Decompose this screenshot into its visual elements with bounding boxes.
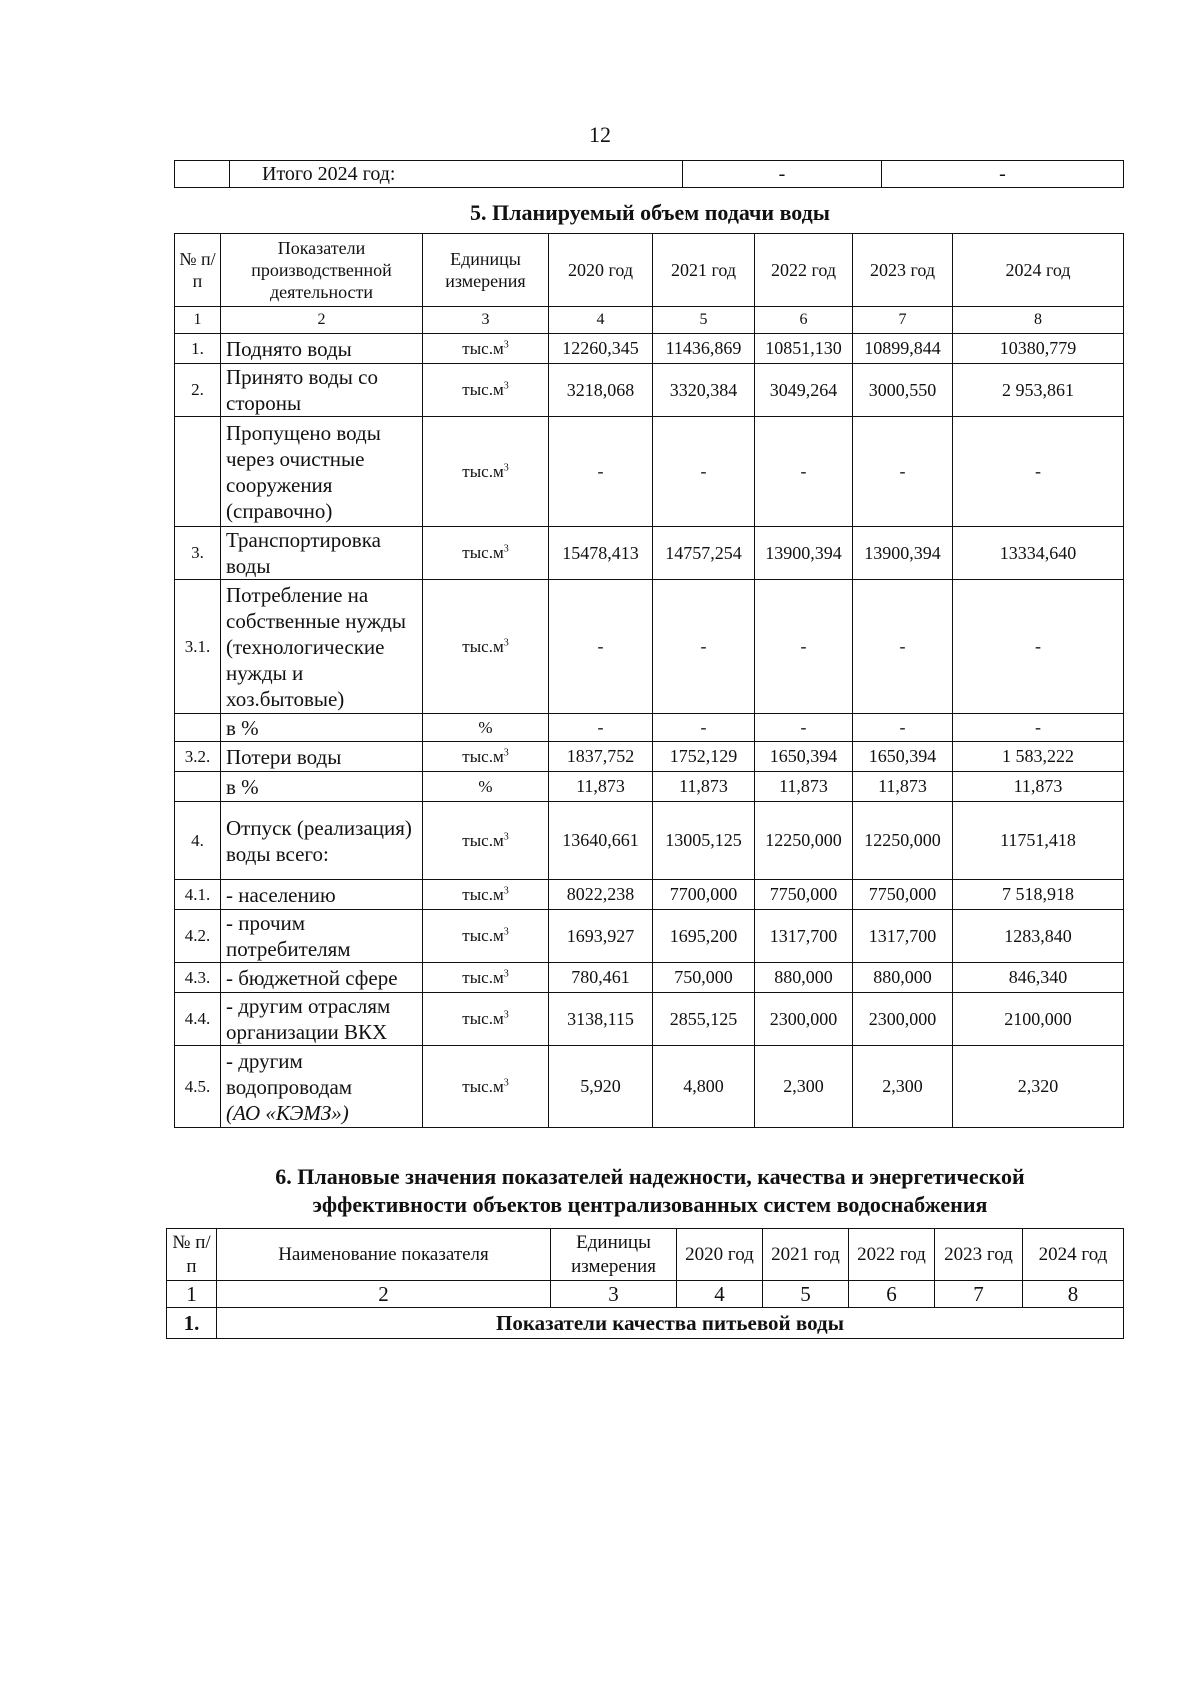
indicator-name — [221, 527, 423, 580]
value-cell: 13005,125 — [653, 802, 755, 880]
value-cell: 846,340 — [953, 963, 1124, 993]
column-number: 6 — [849, 1281, 935, 1308]
header-name: Наименование показателя — [217, 1229, 551, 1281]
value-cell: 750,000 — [653, 963, 755, 993]
column-number: 4 — [677, 1281, 763, 1308]
header-unit: Единицы измерения — [551, 1229, 677, 1281]
unit-cell — [423, 1046, 549, 1128]
header-2021: 2021 год — [763, 1229, 849, 1281]
unit-cell — [423, 364, 549, 417]
value-cell: 11,873 — [549, 772, 653, 802]
row-number: 4.2. — [175, 910, 221, 963]
value-cell: 4,800 — [653, 1046, 755, 1128]
header-2023: 2023 год — [935, 1229, 1023, 1281]
value-cell: - — [549, 417, 653, 527]
value-cell: - — [755, 714, 853, 742]
value-cell: - — [953, 417, 1124, 527]
value-cell: 1752,129 — [653, 742, 755, 772]
indicator-label: - населению — [226, 882, 336, 907]
unit-cell — [423, 580, 549, 714]
column-number: 7 — [853, 307, 953, 334]
section6-title-line1: 6. Плановые значения показателей надежности, качества и энергетической — [275, 1164, 1025, 1189]
indicator-name — [221, 417, 423, 527]
table-row — [175, 580, 1124, 714]
value-cell: 5,920 — [549, 1046, 653, 1128]
value-cell: 11436,869 — [653, 334, 755, 364]
table-row — [175, 417, 1124, 527]
row-number — [175, 417, 221, 527]
indicator-name — [221, 880, 423, 910]
table-row — [175, 963, 1124, 993]
indicator-name — [221, 772, 423, 802]
value-cell: 2300,000 — [755, 993, 853, 1046]
value-cell: - — [953, 714, 1124, 742]
value-cell: 1650,394 — [853, 742, 953, 772]
row-number: 4.3. — [175, 963, 221, 993]
indicator-name — [221, 714, 423, 742]
indicator-label: Потребление на собственные нужды (технологические нужды и хоз.бытовые) — [226, 582, 407, 711]
unit-cell — [423, 993, 549, 1046]
row-number: 1. — [167, 1308, 217, 1339]
value-cell: 7750,000 — [853, 880, 953, 910]
unit-superscript: 3 — [503, 830, 509, 842]
indicator-name — [221, 802, 423, 880]
header-num: № п/п — [175, 234, 221, 307]
value-cell: 7750,000 — [755, 880, 853, 910]
row-number: 3.1. — [175, 580, 221, 714]
unit-label: тыс.м — [462, 967, 504, 987]
header-2024: 2024 год — [953, 234, 1124, 307]
indicator-label: Потери воды — [226, 744, 342, 769]
unit-label: тыс.м — [462, 830, 504, 850]
indicator-label: - другим отраслям организации ВКХ — [226, 994, 391, 1044]
value-cell: - — [549, 580, 653, 714]
unit-superscript: 3 — [503, 1076, 509, 1088]
value-cell: 2,300 — [853, 1046, 953, 1128]
indicator-label: - бюджетной сфере — [226, 965, 398, 990]
indicator-name — [221, 742, 423, 772]
value-cell: 11,873 — [653, 772, 755, 802]
value-cell: - — [653, 417, 755, 527]
unit-cell — [423, 714, 549, 742]
value-cell: 3320,384 — [653, 364, 755, 417]
column-numbers-row — [167, 1281, 1124, 1308]
row-number: 1. — [175, 334, 221, 364]
unit-superscript: 3 — [503, 543, 509, 555]
value-cell: 780,461 — [549, 963, 653, 993]
row-number — [175, 772, 221, 802]
row-number: 4.5. — [175, 1046, 221, 1128]
value-cell: - — [853, 714, 953, 742]
value-cell: 2855,125 — [653, 993, 755, 1046]
value-cell: 11,873 — [953, 772, 1124, 802]
value-cell: 1693,927 — [549, 910, 653, 963]
unit-superscript: 3 — [503, 1009, 509, 1021]
value-cell: - — [953, 580, 1124, 714]
value-cell: - — [653, 714, 755, 742]
value-cell: 1317,700 — [755, 910, 853, 963]
table-row — [167, 1308, 1124, 1339]
indicator-name — [221, 364, 423, 417]
indicator-note: (АО «КЭМЗ») — [226, 1100, 349, 1125]
header-2022: 2022 год — [849, 1229, 935, 1281]
unit-cell — [423, 527, 549, 580]
column-number: 8 — [953, 307, 1124, 334]
table-row — [175, 993, 1124, 1046]
unit-cell — [423, 417, 549, 527]
value-cell: 12260,345 — [549, 334, 653, 364]
indicator-label: Принято воды со стороны — [226, 365, 378, 415]
total-label: Итого 2024 год: — [230, 161, 683, 188]
unit-label: тыс.м — [462, 1076, 504, 1096]
unit-superscript: 3 — [503, 926, 509, 938]
table-row — [175, 772, 1124, 802]
indicator-label: - прочим потребителям — [226, 911, 351, 961]
header-2022: 2022 год — [755, 234, 853, 307]
column-numbers-row — [175, 307, 1124, 334]
header-2020: 2020 год — [549, 234, 653, 307]
total-value-1: - — [683, 161, 882, 188]
section5-title: 5. Планируемый объем подачи воды — [470, 200, 830, 225]
header-2020: 2020 год — [677, 1229, 763, 1281]
column-number: 2 — [221, 307, 423, 334]
section6-title — [0, 1163, 1200, 1219]
value-cell: 13334,640 — [953, 527, 1124, 580]
row-number: 3. — [175, 527, 221, 580]
column-number: 8 — [1023, 1281, 1124, 1308]
value-cell: 2100,000 — [953, 993, 1124, 1046]
header-2021: 2021 год — [653, 234, 755, 307]
column-number: 5 — [763, 1281, 849, 1308]
value-cell: 1283,840 — [953, 910, 1124, 963]
value-cell: 2,320 — [953, 1046, 1124, 1128]
header-indicator: Показатели производственной деятельности — [221, 234, 423, 307]
unit-cell — [423, 334, 549, 364]
header-row — [167, 1229, 1124, 1281]
value-cell: 1 583,222 — [953, 742, 1124, 772]
table-row — [175, 802, 1124, 880]
unit-superscript: 3 — [503, 636, 509, 648]
unit-superscript: 3 — [503, 380, 509, 392]
column-number: 4 — [549, 307, 653, 334]
unit-cell — [423, 910, 549, 963]
value-cell: 1317,700 — [853, 910, 953, 963]
unit-label: тыс.м — [462, 338, 504, 358]
value-cell: 11751,418 — [953, 802, 1124, 880]
unit-cell — [423, 963, 549, 993]
unit-superscript: 3 — [503, 746, 509, 758]
unit-cell — [423, 742, 549, 772]
value-cell: 1837,752 — [549, 742, 653, 772]
row-number: 3.2. — [175, 742, 221, 772]
table-row — [175, 714, 1124, 742]
indicator-label: Транспортировка воды — [226, 528, 381, 578]
value-cell: 7 518,918 — [953, 880, 1124, 910]
indicator-label: - другим водопроводам — [226, 1048, 353, 1099]
unit-label: % — [478, 776, 493, 796]
value-cell: 12250,000 — [853, 802, 953, 880]
totals-fragment-table — [174, 160, 1124, 188]
value-cell: 15478,413 — [549, 527, 653, 580]
indicator-name — [221, 993, 423, 1046]
value-cell: 12250,000 — [755, 802, 853, 880]
column-number: 7 — [935, 1281, 1023, 1308]
indicator-name — [221, 334, 423, 364]
column-number: 1 — [175, 307, 221, 334]
value-cell: 880,000 — [755, 963, 853, 993]
row-group-label: Показатели качества питьевой воды — [217, 1308, 1124, 1339]
value-cell: 3049,264 — [755, 364, 853, 417]
unit-label: тыс.м — [462, 543, 504, 562]
value-cell: 1650,394 — [755, 742, 853, 772]
indicator-name — [221, 963, 423, 993]
value-cell: 3138,115 — [549, 993, 653, 1046]
table-row — [175, 880, 1124, 910]
value-cell: 3218,068 — [549, 364, 653, 417]
value-cell: 2 953,861 — [953, 364, 1124, 417]
value-cell: 3000,550 — [853, 364, 953, 417]
table-row — [175, 161, 1124, 188]
table-row — [175, 527, 1124, 580]
header-row — [175, 234, 1124, 307]
column-number: 1 — [167, 1281, 217, 1308]
column-number: 2 — [217, 1281, 551, 1308]
header-2024: 2024 год — [1023, 1229, 1124, 1281]
column-number: 5 — [653, 307, 755, 334]
value-cell: 13640,661 — [549, 802, 653, 880]
header-unit: Единицы измерения — [423, 234, 549, 307]
indicator-name — [221, 1046, 423, 1128]
indicator-name — [221, 580, 423, 714]
unit-superscript: 3 — [503, 338, 509, 350]
value-cell: 13900,394 — [755, 527, 853, 580]
row-number: 2. — [175, 364, 221, 417]
indicator-label: Поднято воды — [226, 336, 352, 361]
water-supply-table — [174, 233, 1124, 1128]
reliability-indicators-table — [166, 1228, 1124, 1339]
value-cell: 1695,200 — [653, 910, 755, 963]
row-number: 4.4. — [175, 993, 221, 1046]
unit-label: тыс.м — [462, 1009, 504, 1028]
table-row — [175, 334, 1124, 364]
value-cell: 10851,130 — [755, 334, 853, 364]
header-2023: 2023 год — [853, 234, 953, 307]
unit-cell — [423, 772, 549, 802]
value-cell: 2300,000 — [853, 993, 953, 1046]
value-cell: - — [653, 580, 755, 714]
value-cell: 14757,254 — [653, 527, 755, 580]
column-number: 3 — [551, 1281, 677, 1308]
indicator-label: в % — [226, 715, 259, 740]
unit-label: % — [478, 717, 493, 737]
value-cell: - — [755, 417, 853, 527]
section6-title-line2: эффективности объектов централизованных систем водоснабжения — [312, 1192, 988, 1217]
value-cell: 880,000 — [853, 963, 953, 993]
value-cell: 8022,238 — [549, 880, 653, 910]
value-cell: 10899,844 — [853, 334, 953, 364]
value-cell: - — [755, 580, 853, 714]
unit-label: тыс.м — [462, 884, 504, 904]
value-cell: 2,300 — [755, 1046, 853, 1128]
value-cell: 11,873 — [755, 772, 853, 802]
indicator-label: Пропущено воды через очистные сооружения (справочно) — [226, 420, 381, 523]
header-num: № п/п — [167, 1229, 217, 1281]
value-cell: - — [853, 417, 953, 527]
indicator-label: Отпуск (реализация) воды всего: — [226, 815, 412, 866]
indicator-label: в % — [226, 774, 259, 799]
unit-superscript: 3 — [503, 967, 509, 979]
unit-cell — [423, 802, 549, 880]
unit-label: тыс.м — [462, 380, 504, 399]
value-cell: - — [549, 714, 653, 742]
value-cell: 7700,000 — [653, 880, 755, 910]
row-number — [175, 714, 221, 742]
unit-label: тыс.м — [462, 636, 504, 656]
value-cell: 10380,779 — [953, 334, 1124, 364]
table-row — [175, 910, 1124, 963]
unit-label: тыс.м — [462, 746, 504, 766]
unit-superscript: 3 — [503, 461, 509, 473]
column-number: 6 — [755, 307, 853, 334]
unit-superscript: 3 — [503, 884, 509, 896]
total-value-2: - — [882, 161, 1124, 188]
row-number: 4.1. — [175, 880, 221, 910]
unit-label: тыс.м — [462, 461, 504, 481]
value-cell: - — [853, 580, 953, 714]
value-cell: 13900,394 — [853, 527, 953, 580]
unit-cell — [423, 880, 549, 910]
unit-label: тыс.м — [462, 926, 504, 945]
value-cell: 11,873 — [853, 772, 953, 802]
page-number: 12 — [589, 122, 611, 147]
row-number: 4. — [175, 802, 221, 880]
table-row — [175, 364, 1124, 417]
table-row — [175, 1046, 1124, 1128]
column-number: 3 — [423, 307, 549, 334]
table-row — [175, 742, 1124, 772]
indicator-name — [221, 910, 423, 963]
